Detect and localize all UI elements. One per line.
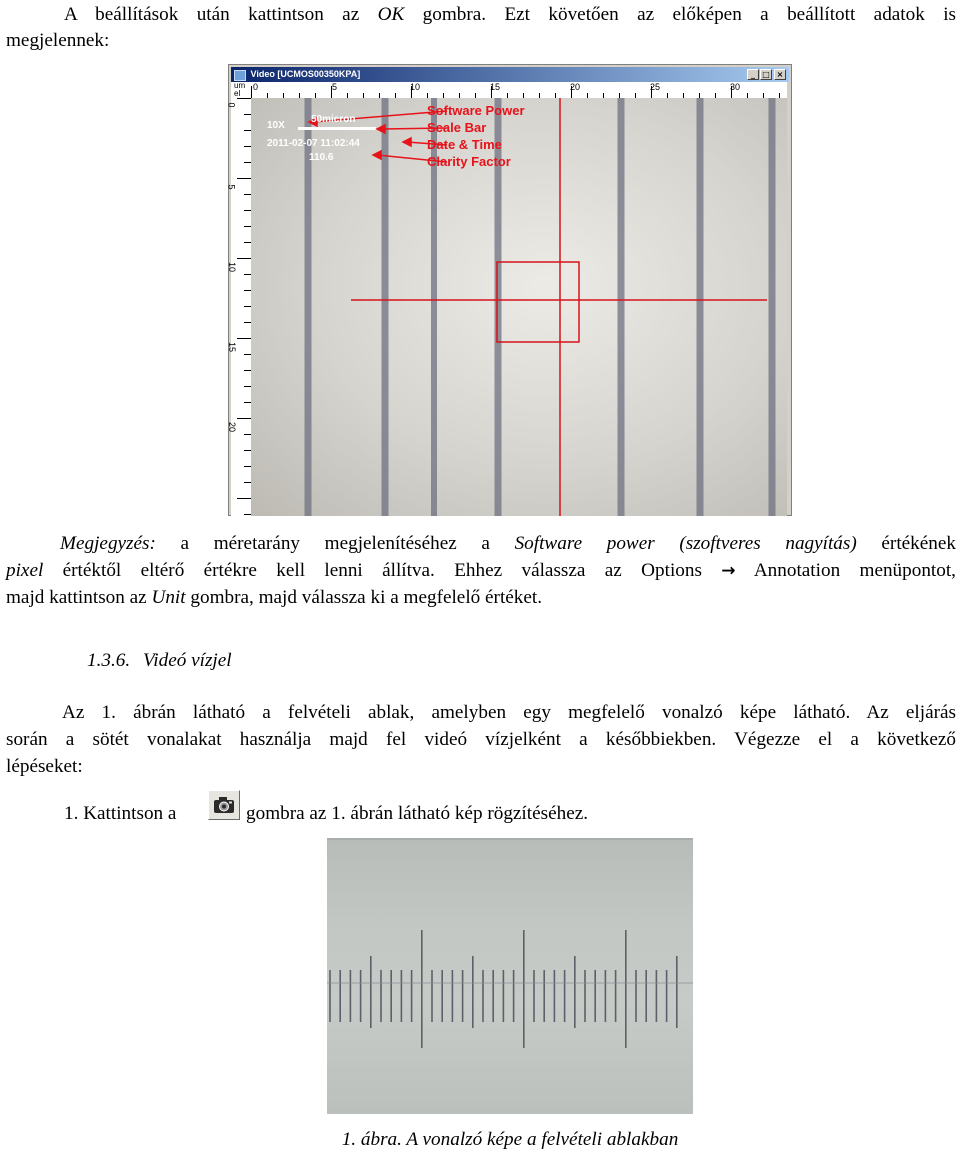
ruler-unit-label: um — [234, 81, 246, 90]
annotation-scale-bar: Scale Bar — [427, 120, 487, 135]
section-heading — [87, 648, 232, 674]
top-ruler-label: 0 — [253, 82, 259, 92]
software-power-value: 10X — [267, 120, 285, 131]
annotation-software-power: Software Power — [427, 103, 525, 118]
note-label: Megjegyzés: — [60, 533, 156, 554]
left-ruler-label: 5 — [226, 184, 237, 190]
top-ruler-label: 10 — [410, 82, 421, 92]
note-line-3 — [6, 585, 956, 611]
step-1-after: gombra az 1. ábrán látható kép rögzítéséhez. — [246, 803, 589, 824]
intro-text: A beállítások után kattintson az — [64, 4, 378, 25]
ruler-unit-corner — [231, 82, 251, 98]
left-ruler-label: 0 — [226, 102, 237, 108]
note-line-1 — [6, 531, 956, 557]
top-ruler-label: 25 — [650, 82, 661, 92]
top-ruler-label: 30 — [730, 82, 741, 92]
horizontal-ruler — [251, 82, 787, 98]
note-text: Annotation menüpontot, — [735, 560, 956, 581]
camera-icon — [209, 791, 239, 819]
ruler-scale-graphic — [327, 838, 693, 1114]
video-preview[interactable] — [251, 98, 787, 516]
intro-line-2: megjelennek: — [6, 30, 110, 51]
top-ruler-label: 20 — [570, 82, 581, 92]
clarity-factor-value: 110.6 — [309, 152, 334, 163]
video-window-title: Video [UCMOS00350KPA] — [250, 69, 361, 79]
ruler-photo — [327, 838, 693, 1114]
app-icon — [234, 70, 246, 81]
snapshot-button[interactable] — [208, 790, 240, 820]
note-text: gombra, majd válassza ki a megfelelő értéket. — [185, 587, 543, 608]
ok-word: OK — [377, 4, 405, 25]
video-window — [228, 64, 792, 516]
pixel-term: pixel — [6, 560, 44, 581]
top-ruler-label: 5 — [332, 82, 338, 92]
annotation-clarity-factor: Clarity Factor — [427, 154, 511, 169]
body-line-3: lépéseket: — [6, 756, 83, 777]
maximize-button[interactable]: □ — [760, 69, 772, 80]
section-number: 1.3.6. — [87, 650, 131, 671]
note-text: a méretarány megjelenítéséhez a — [155, 533, 515, 554]
left-ruler-label: 15 — [227, 341, 238, 353]
note-text: majd kattintson az — [6, 587, 152, 608]
unit-term: Unit — [151, 587, 186, 608]
note-text: értéktől eltérő értékre kell lenni állítva. Ehhez válassza az Options — [43, 560, 722, 581]
body-line-1 — [6, 700, 956, 726]
left-ruler-label: 10 — [227, 261, 238, 273]
top-ruler-label: 15 — [490, 82, 501, 92]
ruler-unit-label-2: el — [234, 89, 241, 98]
intro-paragraph — [6, 2, 956, 28]
section-title: Videó vízjel — [142, 650, 232, 671]
left-ruler-label: 20 — [227, 421, 238, 433]
video-window-titlebar — [231, 67, 789, 82]
scale-bar-graphic — [298, 127, 376, 130]
body-line-2: során a sötét vonalakat használja majd fel videó vízjelként a későbbiekben. Végezze el a következő — [6, 729, 956, 750]
figure-caption: 1. ábra. A vonalzó képe a felvételi ablakban — [341, 1129, 679, 1150]
arrow-icon: → — [721, 561, 736, 581]
focus-rectangle — [497, 262, 579, 342]
body-text: Az 1. ábrán látható a felvételi ablak, amelyben egy megfelelő vonalzó képe látható. Az eljárás — [62, 702, 956, 723]
minimize-button[interactable]: _ — [747, 69, 759, 80]
vertical-ruler-ticks — [231, 98, 251, 516]
vertical-ruler — [226, 98, 251, 516]
annotation-date-time: Date & Time — [427, 137, 502, 152]
step-1-before: 1. Kattintson a — [64, 803, 177, 824]
note-text: értékének — [856, 533, 956, 554]
note-line-2 — [6, 558, 956, 584]
software-power-term: Software power (szoftveres nagyítás) — [514, 533, 857, 554]
intro-text-cont: gombra. Ezt követően az előképen a beállított adatok is — [404, 4, 957, 25]
scale-bar-label: 50micron — [311, 114, 356, 125]
close-button[interactable]: × — [774, 69, 786, 80]
date-time-value: 2011-02-07 11:02:44 — [267, 138, 360, 149]
